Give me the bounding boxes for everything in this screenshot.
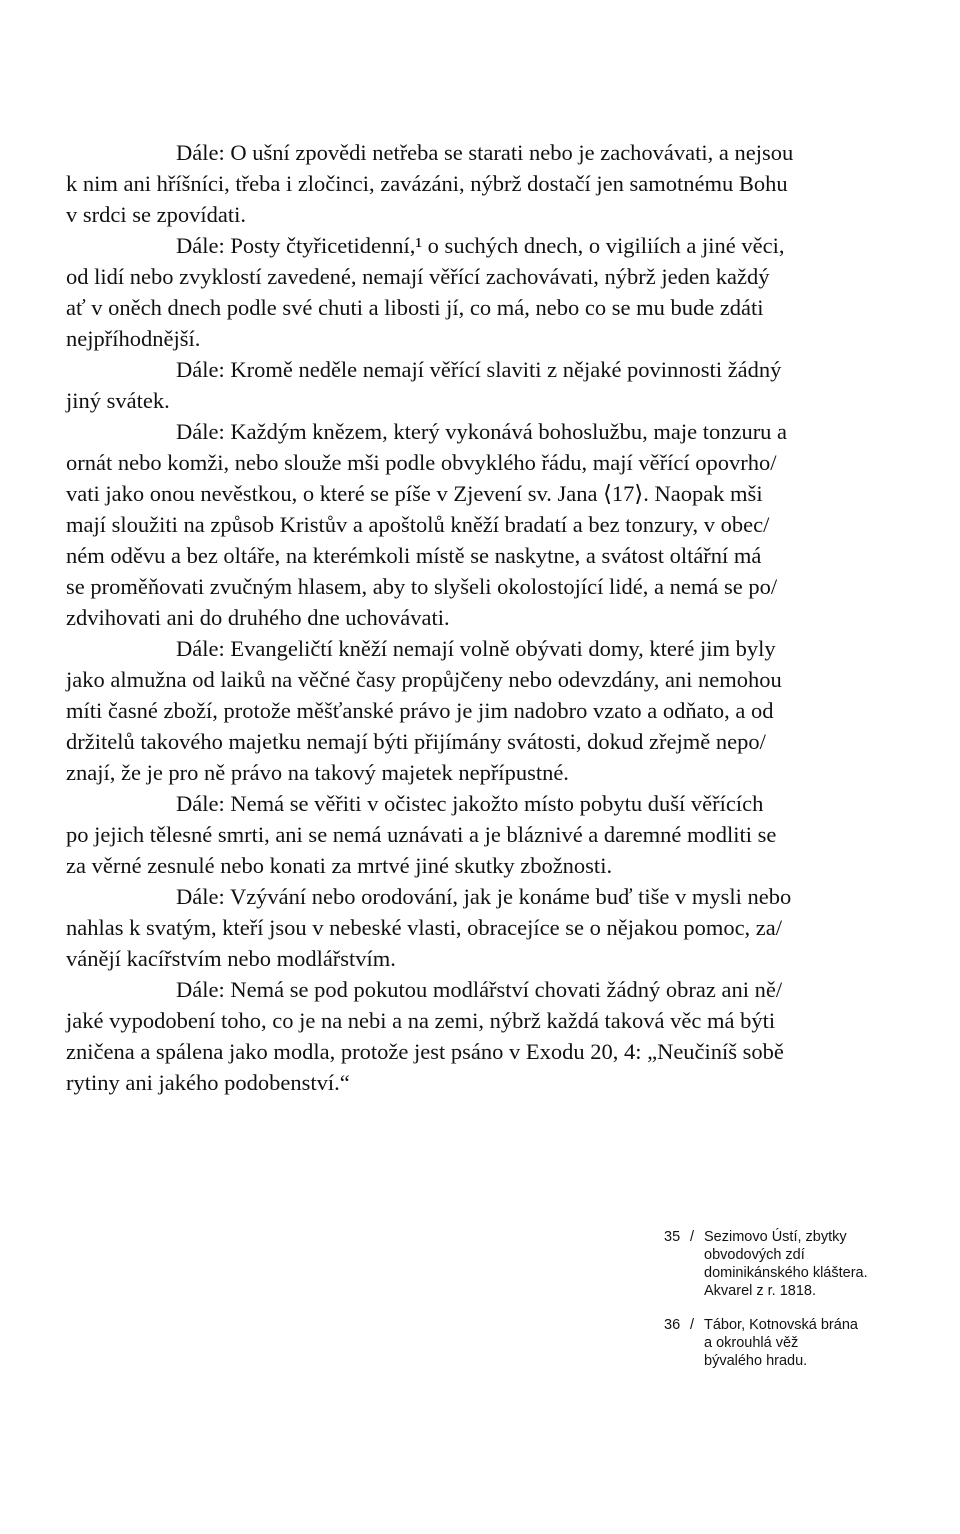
text-line: jiný svátek. xyxy=(66,388,170,413)
caption-line: obvodových zdí xyxy=(704,1247,805,1263)
figure-captions xyxy=(664,1228,924,1386)
text-line: v srdci se zpovídati. xyxy=(66,202,246,227)
text-line: ném oděvu a bez oltáře, na kterémkoli místě se naskytne, a svátost oltářní má xyxy=(66,543,762,568)
text-line: ať v oněch dnech podle své chuti a libosti jí, co má, nebo co se mu bude zdáti xyxy=(66,295,764,320)
text-line: držitelů takového majetku nemají býti přijímány svátosti, dokud zřejmě nepo/ xyxy=(66,729,766,754)
text-line: Dále: O ušní zpovědi netřeba se starati nebo je zachovávati, a nejsou xyxy=(176,140,794,165)
main-text-block xyxy=(66,137,896,1098)
text-line: Dále: Každým knězem, který vykonává bohoslužbu, maje tonzuru a xyxy=(176,419,788,444)
text-line: Dále: Nemá se pod pokutou modlářství chovati žádný obraz ani ně/ xyxy=(176,977,783,1002)
text-line: Dále: Posty čtyřicetidenní,¹ o suchých dnech, o vigiliích a jiné věci, xyxy=(176,233,785,258)
text-line: Dále: Kromě neděle nemají věřící slaviti z nějaké povinnosti žádný xyxy=(176,357,782,382)
caption-number: 36 xyxy=(664,1317,681,1333)
text-line: míti časné zboží, protože měšťanské právo je jim nadobro vzato a odňato, a od xyxy=(66,698,774,723)
text-line: jaké vypodobení toho, co je na nebi a na zemi, nýbrž každá taková věc má býti xyxy=(66,1008,776,1033)
caption-line: a okrouhlá věž xyxy=(704,1335,799,1351)
text-line: po jejich tělesné smrti, ani se nemá uznávati a je bláznivé a daremné modliti se xyxy=(66,822,777,847)
text-line: se proměňovati zvučným hlasem, aby to slyšeli okolostojící lidé, a nemá se po/ xyxy=(66,574,778,599)
caption-separator: / xyxy=(690,1229,695,1245)
caption-text xyxy=(704,1228,868,1300)
text-line: nahlas k svatým, kteří jsou v nebeské vlasti, obracejíce se o nějakou pomoc, za/ xyxy=(66,915,783,940)
text-line: Dále: Vzývání nebo orodování, jak je konáme buď tiše v mysli nebo xyxy=(176,884,792,909)
text-line: rytiny ani jakého podobenství.“ xyxy=(66,1070,350,1095)
text-line: Dále: Evangeličtí kněží nemají volně obývati domy, které jim byly xyxy=(176,636,776,661)
text-line: vánějí kacířstvím nebo modlářstvím. xyxy=(66,946,396,971)
caption-number: 35 xyxy=(664,1229,681,1245)
text-line: vati jako onou nevěstkou, o které se píše v Zjevení sv. Jana ⟨17⟩. Naopak mši xyxy=(66,481,763,506)
text-line: k nim ani hříšníci, třeba i zločinci, zavázáni, nýbrž dostačí jen samotnému Bohu xyxy=(66,171,788,196)
caption-separator: / xyxy=(690,1317,695,1333)
caption-line: bývalého hradu. xyxy=(704,1353,808,1369)
text-line: znají, že je pro ně právo na takový majetek nepřípustné. xyxy=(66,760,569,785)
figure-caption xyxy=(664,1228,924,1300)
text-line: jako almužna od laiků na věčné časy propůjčeny nebo odevzdány, ani nemohou xyxy=(66,667,782,692)
figure-caption xyxy=(664,1316,924,1370)
caption-line: Tábor, Kotnovská brána xyxy=(704,1317,858,1333)
text-line: Dále: Nemá se věřiti v očistec jakožto místo pobytu duší věřících xyxy=(176,791,764,816)
text-line: mají sloužiti na způsob Kristův a apoštolů kněží bradatí a bez tonzury, v obec/ xyxy=(66,512,770,537)
text-line: za věrné zesnulé nebo konati za mrtvé jiné skutky zbožnosti. xyxy=(66,853,613,878)
text-line: zdvihovati ani do druhého dne uchovávati. xyxy=(66,605,450,630)
caption-text xyxy=(704,1316,858,1370)
caption-line: dominikánského kláštera. xyxy=(704,1265,868,1281)
text-line: od lidí nebo zvyklostí zavedené, nemají věřící zachovávati, nýbrž jeden každý xyxy=(66,264,770,289)
text-line: nejpříhodnější. xyxy=(66,326,201,351)
caption-line: Sezimovo Ústí, zbytky xyxy=(704,1229,847,1245)
text-line: zničena a spálena jako modla, protože jest psáno v Exodu 20, 4: „Neučiníš sobě xyxy=(66,1039,784,1064)
caption-line: Akvarel z r. 1818. xyxy=(704,1283,817,1299)
text-line: ornát nebo komži, nebo slouže mši podle obvyklého řádu, mají věřící opovrho/ xyxy=(66,450,777,475)
